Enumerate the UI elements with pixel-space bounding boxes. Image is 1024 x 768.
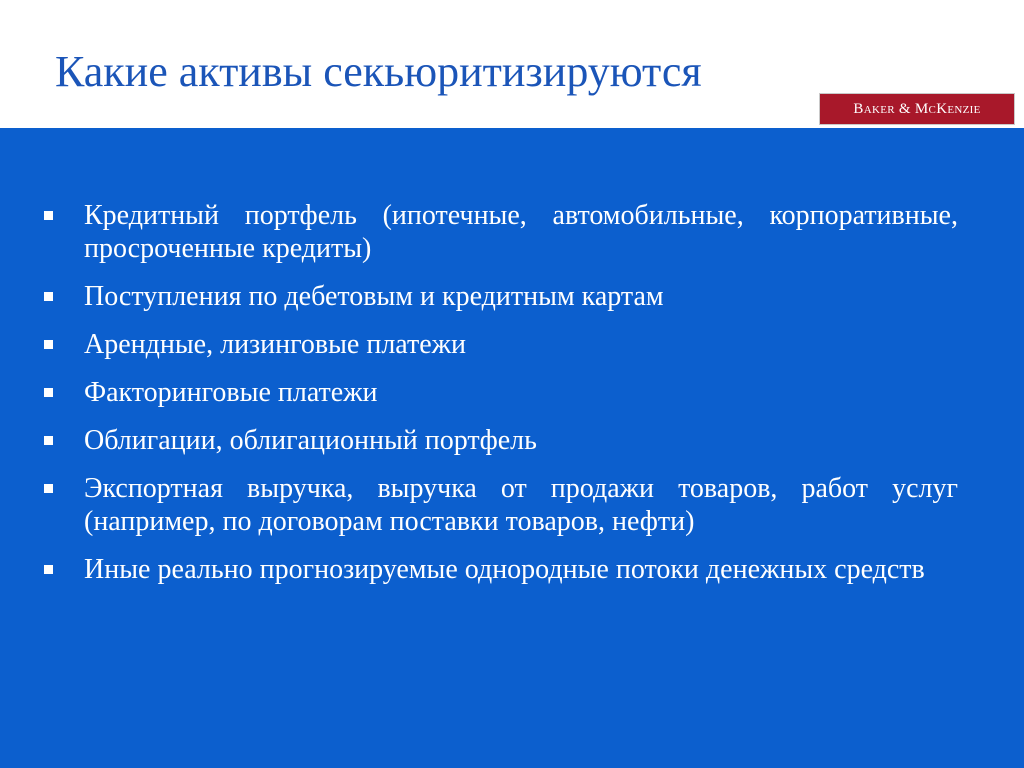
list-item — [44, 472, 958, 538]
logo-text: Baker & McKenzie — [853, 100, 981, 117]
bullet-list — [44, 199, 958, 601]
list-item-text: Поступления по дебетовым и кредитным картам — [84, 281, 664, 312]
list-item-text: Экспортная выручка, выручка от продажи товаров, работ услуг (например, по договорам поставки товаров, нефти) — [84, 473, 958, 537]
list-item — [44, 424, 958, 457]
square-bullet-icon — [44, 292, 53, 301]
list-item — [44, 199, 958, 265]
list-item-text: Иные реально прогнозируемые однородные потоки денежных средств — [84, 554, 925, 585]
slide-title: Какие активы секьюритизируются — [55, 47, 702, 96]
list-item-text: Облигации, облигационный портфель — [84, 425, 537, 456]
square-bullet-icon — [44, 340, 53, 349]
square-bullet-icon — [44, 484, 53, 493]
list-item-text: Кредитный портфель (ипотечные, автомобильные, корпоративные, просроченные кредиты) — [84, 200, 958, 264]
square-bullet-icon — [44, 565, 53, 574]
square-bullet-icon — [44, 436, 53, 445]
square-bullet-icon — [44, 388, 53, 397]
list-item — [44, 376, 958, 409]
slide-header — [0, 0, 1024, 128]
list-item — [44, 328, 958, 361]
list-item — [44, 280, 958, 313]
list-item-text: Арендные, лизинговые платежи — [84, 329, 466, 360]
square-bullet-icon — [44, 211, 53, 220]
content-panel — [0, 128, 1024, 768]
list-item-text: Факторинговые платежи — [84, 377, 378, 408]
company-logo — [819, 93, 1015, 125]
list-item — [44, 553, 958, 586]
